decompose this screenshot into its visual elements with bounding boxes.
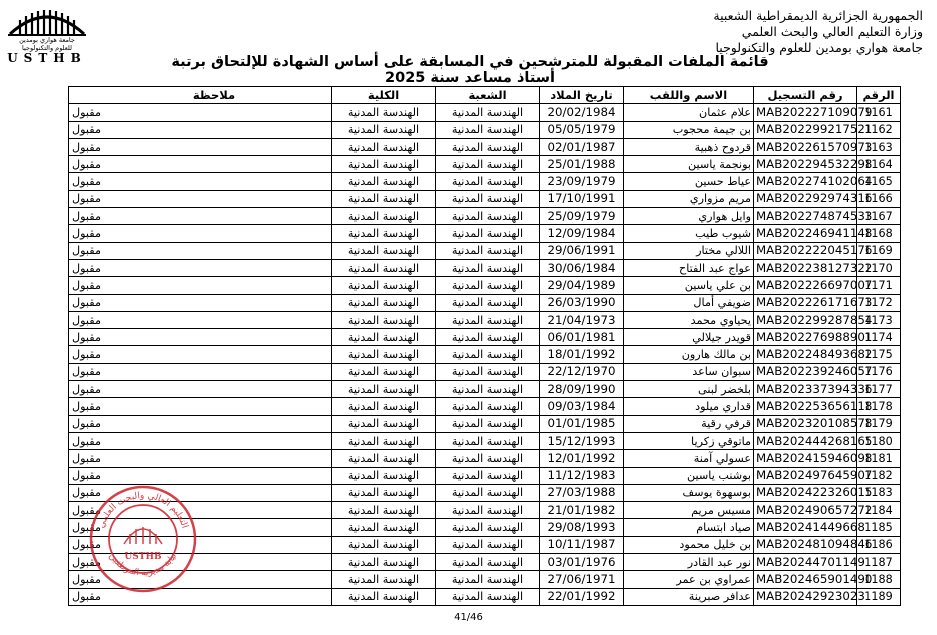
col-header-note: ملاحظة xyxy=(69,87,332,104)
stamp-seal-icon xyxy=(88,484,198,594)
cell-date: 12/01/1992 xyxy=(540,450,624,467)
svg-text:نيابة مديرية الموظفين: نيابة مديرية الموظفين xyxy=(106,551,180,579)
cell-faculty: الهندسة المدنية xyxy=(332,588,436,605)
cell-name: اللالي مختار xyxy=(624,242,754,259)
cell-name: عواج عبد الفتاح xyxy=(624,259,754,276)
col-header-date: تاريخ الملاد xyxy=(540,87,624,104)
table-row xyxy=(69,381,901,398)
cell-branch: الهندسة المدنية xyxy=(436,259,540,276)
cell-note: مقبول xyxy=(69,363,332,380)
cell-num: 1181 xyxy=(857,450,901,467)
page-number: 41/46 xyxy=(454,612,483,623)
cell-note: مقبول xyxy=(69,450,332,467)
cell-branch: الهندسة المدنية xyxy=(436,104,540,121)
cell-faculty: الهندسة المدنية xyxy=(332,294,436,311)
cell-name: ضويفي أمال xyxy=(624,294,754,311)
table-header-row xyxy=(69,87,901,104)
cell-num: 1173 xyxy=(857,311,901,328)
table-row xyxy=(69,467,901,484)
cell-branch: الهندسة المدنية xyxy=(436,311,540,328)
cell-name: مسيس مريم xyxy=(624,502,754,519)
cell-note: مقبول xyxy=(69,398,332,415)
logo-arches-icon xyxy=(6,6,88,36)
cell-date: 28/09/1990 xyxy=(540,381,624,398)
cell-name: بن مالك هارون xyxy=(624,346,754,363)
cell-reg: MAB202299217521 xyxy=(754,121,857,138)
cell-name: بوسهوة يوسف xyxy=(624,484,754,501)
cell-reg: MAB202227109079 xyxy=(754,104,857,121)
cell-name: صياد ابتسام xyxy=(624,519,754,536)
cell-num: 1164 xyxy=(857,156,901,173)
cell-note: مقبول xyxy=(69,519,332,536)
cell-date: 12/09/1984 xyxy=(540,225,624,242)
table-row xyxy=(69,277,901,294)
cell-date: 09/03/1984 xyxy=(540,398,624,415)
cell-branch: الهندسة المدنية xyxy=(436,121,540,138)
cell-branch: الهندسة المدنية xyxy=(436,398,540,415)
header-republic: الجمهورية الجزائرية الديمقراطية الشعبية xyxy=(713,8,923,23)
col-header-faculty: الكلية xyxy=(332,87,436,104)
cell-date: 11/12/1983 xyxy=(540,467,624,484)
cell-branch: الهندسة المدنية xyxy=(436,208,540,225)
cell-branch: الهندسة المدنية xyxy=(436,484,540,501)
cell-date: 20/02/1984 xyxy=(540,104,624,121)
table-row xyxy=(69,415,901,432)
cell-reg: MAB202497645907 xyxy=(754,467,857,484)
cell-branch: الهندسة المدنية xyxy=(436,363,540,380)
cell-faculty: الهندسة المدنية xyxy=(332,554,436,571)
cell-num: 1167 xyxy=(857,208,901,225)
cell-reg: MAB202444268165 xyxy=(754,432,857,449)
cell-faculty: الهندسة المدنية xyxy=(332,571,436,588)
cell-num: 1175 xyxy=(857,346,901,363)
header-university: جامعة هواري بومدين للعلوم والتكنولوجيا xyxy=(715,40,923,55)
cell-note: مقبول xyxy=(69,294,332,311)
col-header-num: الرقم xyxy=(857,87,901,104)
cell-note: مقبول xyxy=(69,311,332,328)
cell-num: 1185 xyxy=(857,519,901,536)
cell-reg: MAB202226697007 xyxy=(754,277,857,294)
cell-reg: MAB202299287854 xyxy=(754,311,857,328)
cell-date: 22/12/1970 xyxy=(540,363,624,380)
cell-branch: الهندسة المدنية xyxy=(436,467,540,484)
cell-num: 1186 xyxy=(857,536,901,553)
cell-branch: الهندسة المدنية xyxy=(436,554,540,571)
cell-faculty: الهندسة المدنية xyxy=(332,502,436,519)
cell-date: 10/11/1987 xyxy=(540,536,624,553)
cell-faculty: الهندسة المدنية xyxy=(332,138,436,155)
cell-note: مقبول xyxy=(69,121,332,138)
cell-name: ماتوقي زكريا xyxy=(624,432,754,449)
cell-name: يحياوي محمد xyxy=(624,311,754,328)
table-row xyxy=(69,225,901,242)
title-year: 2025 xyxy=(385,70,426,86)
cell-reg: MAB202415946098 xyxy=(754,450,857,467)
cell-date: 21/04/1973 xyxy=(540,311,624,328)
cell-date: 23/09/1979 xyxy=(540,173,624,190)
cell-name: قردوح ذهبية xyxy=(624,138,754,155)
cell-reg: MAB202253656118 xyxy=(754,398,857,415)
cell-name: نور عبد القادر xyxy=(624,554,754,571)
cell-branch: الهندسة المدنية xyxy=(436,346,540,363)
cell-faculty: الهندسة المدنية xyxy=(332,363,436,380)
col-header-reg: رقم التسجيل xyxy=(754,87,857,104)
cell-branch: الهندسة المدنية xyxy=(436,502,540,519)
cell-reg: MAB20242923023 xyxy=(754,588,857,605)
cell-faculty: الهندسة المدنية xyxy=(332,398,436,415)
svg-text:USTHB: USTHB xyxy=(124,552,162,562)
cell-name: وايل هواري xyxy=(624,208,754,225)
cell-reg: MAB202238127322 xyxy=(754,259,857,276)
cell-branch: الهندسة المدنية xyxy=(436,242,540,259)
cell-date: 25/09/1979 xyxy=(540,208,624,225)
cell-reg: MAB202226171673 xyxy=(754,294,857,311)
table-row xyxy=(69,450,901,467)
svg-text:التعليم العالي والبحث العلمي: التعليم العالي والبحث العلمي xyxy=(96,490,190,530)
cell-note: مقبول xyxy=(69,554,332,571)
table-row xyxy=(69,311,901,328)
page-title xyxy=(150,54,790,86)
cell-note: مقبول xyxy=(69,104,332,121)
cell-date: 29/04/1989 xyxy=(540,277,624,294)
cell-date: 29/06/1991 xyxy=(540,242,624,259)
cell-date: 02/01/1987 xyxy=(540,138,624,155)
cell-branch: الهندسة المدنية xyxy=(436,156,540,173)
cell-name: شيوب طيب xyxy=(624,225,754,242)
cell-branch: الهندسة المدنية xyxy=(436,294,540,311)
cell-reg: MAB202490657272 xyxy=(754,502,857,519)
cell-faculty: الهندسة المدنية xyxy=(332,242,436,259)
cell-note: مقبول xyxy=(69,259,332,276)
cell-reg: MAB20244701149 xyxy=(754,554,857,571)
cell-note: مقبول xyxy=(69,571,332,588)
cell-name: علام عثمان xyxy=(624,104,754,121)
cell-branch: الهندسة المدنية xyxy=(436,432,540,449)
cell-note: مقبول xyxy=(69,415,332,432)
cell-reg: MAB202320108578 xyxy=(754,415,857,432)
cell-faculty: الهندسة المدنية xyxy=(332,104,436,121)
cell-name: قويدر جيلالي xyxy=(624,329,754,346)
cell-faculty: الهندسة المدنية xyxy=(332,311,436,328)
cell-faculty: الهندسة المدنية xyxy=(332,121,436,138)
header-ministry: وزارة التعليم العالي والبحث العلمي xyxy=(741,24,923,39)
cell-date: 30/06/1984 xyxy=(540,259,624,276)
cell-faculty: الهندسة المدنية xyxy=(332,277,436,294)
table-row xyxy=(69,329,901,346)
cell-num: 1189 xyxy=(857,588,901,605)
title-text: قائمة الملفات المقبولة للمترشحين في المسابقة على أساس الشهادة للإلتحاق برتبة أستاذ مساعد سنة xyxy=(171,54,769,86)
cell-reg: MAB202465901490 xyxy=(754,571,857,588)
cell-note: مقبول xyxy=(69,242,332,259)
cell-note: مقبول xyxy=(69,467,332,484)
cell-note: مقبول xyxy=(69,156,332,173)
cell-name: بن علي ياسين xyxy=(624,277,754,294)
cell-num: 1176 xyxy=(857,363,901,380)
cell-name: قداري ميلود xyxy=(624,398,754,415)
cell-reg: MAB202222045176 xyxy=(754,242,857,259)
cell-note: مقبول xyxy=(69,277,332,294)
logo-subtitle-1: جامعة هواري بومدين xyxy=(19,36,75,44)
cell-note: مقبول xyxy=(69,208,332,225)
cell-faculty: الهندسة المدنية xyxy=(332,467,436,484)
col-header-branch: الشعبة xyxy=(436,87,540,104)
cell-reg: MAB20241449668 xyxy=(754,519,857,536)
cell-num: 1161 xyxy=(857,104,901,121)
cell-num: 1170 xyxy=(857,259,901,276)
cell-date: 27/03/1988 xyxy=(540,484,624,501)
cell-name: بونجمة ياسين xyxy=(624,156,754,173)
cell-note: مقبول xyxy=(69,173,332,190)
cell-num: 1182 xyxy=(857,467,901,484)
cell-reg: MAB202422326015 xyxy=(754,484,857,501)
cell-date: 18/01/1992 xyxy=(540,346,624,363)
table-row xyxy=(69,156,901,173)
cell-faculty: الهندسة المدنية xyxy=(332,519,436,536)
table-row xyxy=(69,432,901,449)
cell-name: قرفي رقية xyxy=(624,415,754,432)
cell-branch: الهندسة المدنية xyxy=(436,138,540,155)
cell-date: 17/10/1991 xyxy=(540,190,624,207)
cell-branch: الهندسة المدنية xyxy=(436,536,540,553)
table-row xyxy=(69,173,901,190)
cell-num: 1188 xyxy=(857,571,901,588)
cell-num: 1163 xyxy=(857,138,901,155)
cell-branch: الهندسة المدنية xyxy=(436,329,540,346)
cell-name: عياط حسين xyxy=(624,173,754,190)
cell-num: 1174 xyxy=(857,329,901,346)
table-row xyxy=(69,398,901,415)
cell-faculty: الهندسة المدنية xyxy=(332,173,436,190)
cell-faculty: الهندسة المدنية xyxy=(332,415,436,432)
cell-num: 1169 xyxy=(857,242,901,259)
university-logo xyxy=(6,6,88,65)
cell-note: مقبول xyxy=(69,536,332,553)
cell-note: مقبول xyxy=(69,484,332,501)
cell-date: 15/12/1993 xyxy=(540,432,624,449)
col-header-name: الاسم واللقب xyxy=(624,87,754,104)
cell-num: 1180 xyxy=(857,432,901,449)
table-row xyxy=(69,138,901,155)
cell-note: مقبول xyxy=(69,588,332,605)
cell-date: 21/01/1982 xyxy=(540,502,624,519)
cell-faculty: الهندسة المدنية xyxy=(332,225,436,242)
cell-name: بن خليل محمود xyxy=(624,536,754,553)
cell-name: عمراوي بن عمر xyxy=(624,571,754,588)
cell-num: 1187 xyxy=(857,554,901,571)
cell-num: 1171 xyxy=(857,277,901,294)
cell-date: 06/01/1981 xyxy=(540,329,624,346)
cell-name: مريم مزواري xyxy=(624,190,754,207)
cell-num: 1183 xyxy=(857,484,901,501)
cell-reg: MAB202261570973 xyxy=(754,138,857,155)
cell-num: 1177 xyxy=(857,381,901,398)
cell-faculty: الهندسة المدنية xyxy=(332,450,436,467)
cell-faculty: الهندسة المدنية xyxy=(332,208,436,225)
logo-subtitle-2: للعلوم والتكنولوجيا xyxy=(22,44,72,52)
cell-branch: الهندسة المدنية xyxy=(436,588,540,605)
cell-faculty: الهندسة المدنية xyxy=(332,190,436,207)
cell-reg: MAB202276988901 xyxy=(754,329,857,346)
cell-branch: الهندسة المدنية xyxy=(436,225,540,242)
cell-reg: MAB202292974316 xyxy=(754,190,857,207)
cell-reg: MAB202246941148 xyxy=(754,225,857,242)
cell-date: 03/01/1976 xyxy=(540,554,624,571)
cell-branch: الهندسة المدنية xyxy=(436,190,540,207)
cell-name: عدافر صبرينة xyxy=(624,588,754,605)
cell-faculty: الهندسة المدنية xyxy=(332,259,436,276)
cell-name: بن جيمة محجوب xyxy=(624,121,754,138)
cell-faculty: الهندسة المدنية xyxy=(332,432,436,449)
cell-date: 22/01/1992 xyxy=(540,588,624,605)
cell-note: مقبول xyxy=(69,225,332,242)
cell-name: بوشنب ياسين xyxy=(624,467,754,484)
table-row xyxy=(69,259,901,276)
table-row xyxy=(69,346,901,363)
cell-faculty: الهندسة المدنية xyxy=(332,156,436,173)
cell-name: بلخضر لبنى xyxy=(624,381,754,398)
cell-reg: MAB202294532298 xyxy=(754,156,857,173)
cell-date: 25/01/1988 xyxy=(540,156,624,173)
official-stamp xyxy=(88,484,198,594)
cell-branch: الهندسة المدنية xyxy=(436,277,540,294)
cell-note: مقبول xyxy=(69,190,332,207)
cell-num: 1179 xyxy=(857,415,901,432)
cell-branch: الهندسة المدنية xyxy=(436,450,540,467)
cell-faculty: الهندسة المدنية xyxy=(332,346,436,363)
cell-faculty: الهندسة المدنية xyxy=(332,484,436,501)
cell-num: 1166 xyxy=(857,190,901,207)
cell-num: 1172 xyxy=(857,294,901,311)
cell-date: 26/03/1990 xyxy=(540,294,624,311)
cell-date: 05/05/1979 xyxy=(540,121,624,138)
cell-num: 1178 xyxy=(857,398,901,415)
cell-num: 1184 xyxy=(857,502,901,519)
cell-note: مقبول xyxy=(69,381,332,398)
cell-num: 1165 xyxy=(857,173,901,190)
cell-faculty: الهندسة المدنية xyxy=(332,536,436,553)
table-row xyxy=(69,208,901,225)
table-row xyxy=(69,121,901,138)
cell-faculty: الهندسة المدنية xyxy=(332,329,436,346)
cell-name: عسولي آمنة xyxy=(624,450,754,467)
cell-num: 1168 xyxy=(857,225,901,242)
table-row xyxy=(69,294,901,311)
cell-branch: الهندسة المدنية xyxy=(436,381,540,398)
cell-faculty: الهندسة المدنية xyxy=(332,381,436,398)
cell-branch: الهندسة المدنية xyxy=(436,173,540,190)
cell-reg: MAB202274102064 xyxy=(754,173,857,190)
cell-branch: الهندسة المدنية xyxy=(436,571,540,588)
cell-note: مقبول xyxy=(69,138,332,155)
cell-reg: MAB202239246057 xyxy=(754,363,857,380)
cell-note: مقبول xyxy=(69,346,332,363)
table-row xyxy=(69,104,901,121)
cell-date: 01/01/1985 xyxy=(540,415,624,432)
cell-date: 27/06/1971 xyxy=(540,571,624,588)
cell-name: سبوان ساعد xyxy=(624,363,754,380)
cell-branch: الهندسة المدنية xyxy=(436,415,540,432)
cell-date: 29/08/1993 xyxy=(540,519,624,536)
table-row xyxy=(69,363,901,380)
cell-note: مقبول xyxy=(69,502,332,519)
table-row xyxy=(69,242,901,259)
cell-reg: MAB202481094846 xyxy=(754,536,857,553)
cell-num: 1162 xyxy=(857,121,901,138)
cell-reg: MAB202248493682 xyxy=(754,346,857,363)
cell-branch: الهندسة المدنية xyxy=(436,519,540,536)
cell-reg: MAB202274874533 xyxy=(754,208,857,225)
table-row xyxy=(69,190,901,207)
cell-note: مقبول xyxy=(69,329,332,346)
logo-acronym: USTHB xyxy=(7,51,87,65)
cell-reg: MAB202337394336 xyxy=(754,381,857,398)
cell-note: مقبول xyxy=(69,432,332,449)
